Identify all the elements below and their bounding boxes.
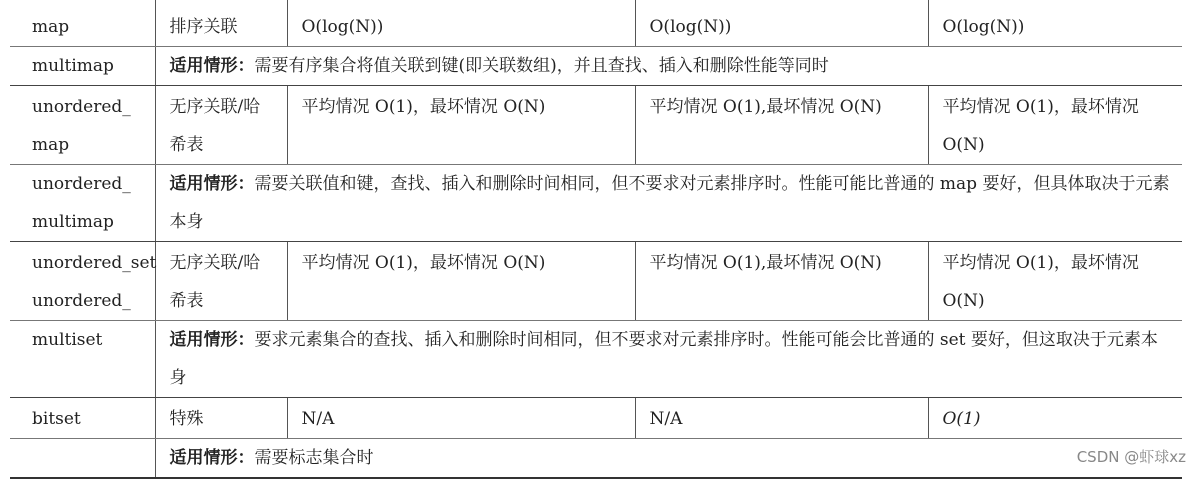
container-name: map: [32, 135, 70, 155]
complexity-cell: [287, 0, 635, 47]
usage-note-cell: [155, 321, 1182, 398]
usage-label: 适用情形：: [169, 330, 255, 350]
usage-text: 需要关联值和键，查找、插入和删除时间相同，但不要求对元素排序时。性能可能比普通的 map 要好，但具体取决于元素本身: [169, 174, 1170, 232]
usage-note-cell: [155, 439, 1182, 479]
usage-label: 适用情形：: [169, 56, 255, 76]
container-type: 排序关联: [169, 17, 238, 37]
container-type: 无序关联/哈希表: [169, 97, 261, 155]
table-row: [10, 86, 1182, 165]
complexity-delete: 平均情况 O(1),最坏情况 O(N): [649, 97, 882, 117]
complexity-lookup: 平均情况 O(1)，最坏情况 O(N): [942, 97, 1139, 155]
table-row: [10, 439, 1182, 479]
container-name-cell: [10, 86, 155, 165]
container-name: map: [32, 17, 70, 37]
usage-note-cell: [155, 165, 1182, 242]
container-name-cell: [10, 439, 155, 479]
complexity-cell: [928, 86, 1182, 165]
watermark: CSDN @虾球xz: [1076, 448, 1186, 466]
container-name-cell: [10, 321, 155, 398]
table-row: [10, 0, 1182, 47]
container-type-cell: [155, 86, 287, 165]
container-name: unordered_set: [32, 253, 157, 273]
container-name-cell: [10, 0, 155, 47]
table-row: [10, 398, 1182, 439]
complexity-cell: [287, 398, 635, 439]
container-name-cell: [10, 47, 155, 86]
complexity-insert: O(log(N)): [301, 17, 384, 37]
table-row: [10, 242, 1182, 321]
complexity-insert: 平均情况 O(1)，最坏情况 O(N): [301, 97, 546, 117]
usage-label: 适用情形：: [169, 174, 255, 194]
container-name: unordered_: [32, 291, 131, 311]
container-name: multiset: [32, 330, 103, 350]
complexity-insert: 平均情况 O(1)，最坏情况 O(N): [301, 253, 546, 273]
container-name: unordered_: [32, 97, 131, 117]
table-row: [10, 47, 1182, 86]
table-row: [10, 321, 1182, 398]
container-name: unordered_: [32, 174, 131, 194]
complexity-delete: O(log(N)): [649, 17, 732, 37]
complexity-cell: [635, 242, 928, 321]
complexity-cell: [635, 86, 928, 165]
complexity-cell: [287, 242, 635, 321]
container-name-cell: [10, 165, 155, 242]
usage-text: 要求元素集合的查找、插入和删除时间相同，但不要求对元素排序时。性能可能会比普通的 set 要好，但这取决于元素本身: [169, 330, 1158, 388]
table-row: [10, 165, 1182, 242]
complexity-insert: N/A: [301, 409, 335, 429]
complexity-lookup: O(log(N)): [942, 17, 1025, 37]
complexity-cell: [635, 0, 928, 47]
complexity-cell: [928, 0, 1182, 47]
complexity-delete: 平均情况 O(1),最坏情况 O(N): [649, 253, 882, 273]
usage-note-cell: [155, 47, 1182, 86]
complexity-lookup: O(1): [942, 409, 981, 429]
complexity-cell: [928, 242, 1182, 321]
container-type: 特殊: [169, 409, 204, 429]
container-type-cell: [155, 0, 287, 47]
container-name-cell: [10, 398, 155, 439]
container-complexity-table: [10, 0, 1182, 479]
complexity-cell: [635, 398, 928, 439]
container-type: 无序关联/哈希表: [169, 253, 261, 311]
container-name-cell: [10, 242, 155, 321]
complexity-cell: [928, 398, 1182, 439]
container-type-cell: [155, 398, 287, 439]
complexity-lookup: 平均情况 O(1)，最坏情况 O(N): [942, 253, 1139, 311]
usage-text: 需要有序集合将值关联到键(即关联数组)，并且查找、插入和删除性能等同时: [254, 56, 829, 76]
usage-text: 需要标志集合时: [254, 448, 374, 468]
usage-label: 适用情形：: [169, 448, 255, 468]
container-name: multimap: [32, 212, 114, 232]
container-name: bitset: [32, 409, 81, 429]
complexity-cell: [287, 86, 635, 165]
complexity-delete: N/A: [649, 409, 683, 429]
container-name: multimap: [32, 56, 114, 76]
container-type-cell: [155, 242, 287, 321]
